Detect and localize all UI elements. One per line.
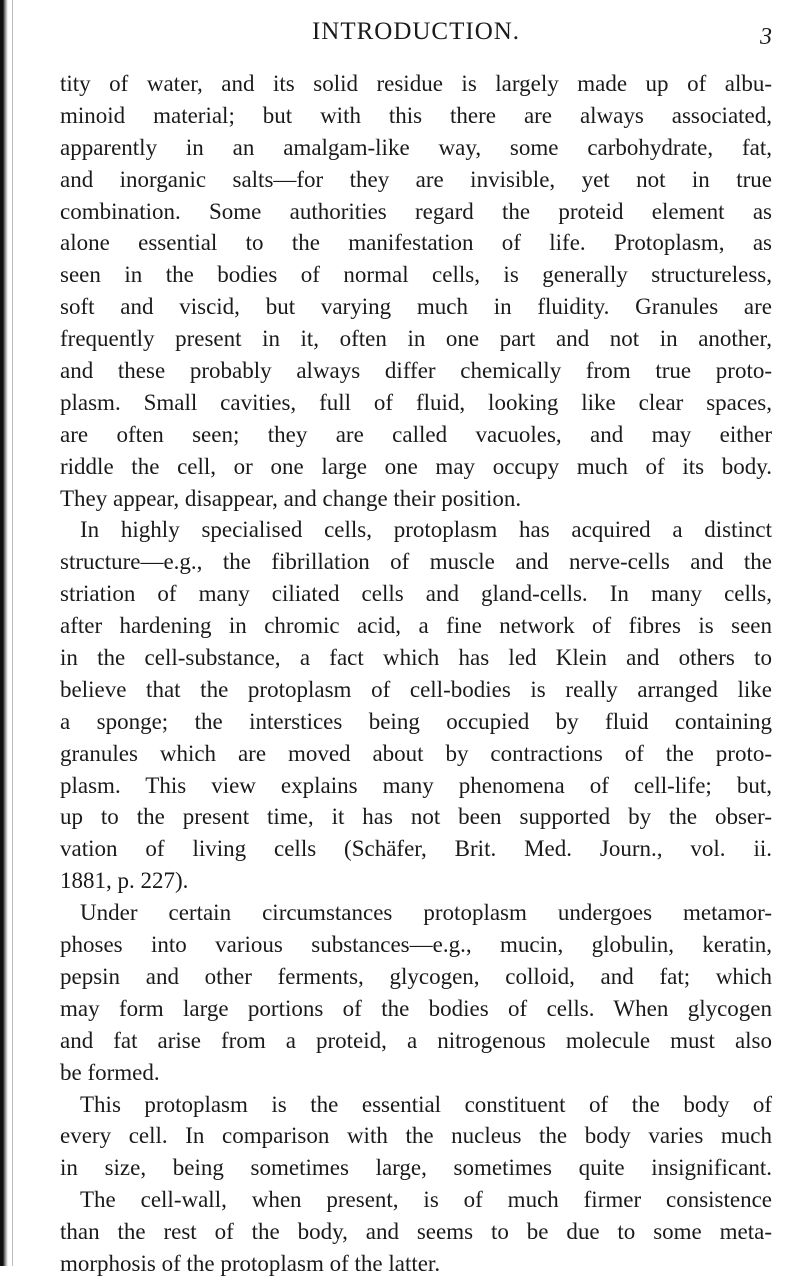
text-line: apparently in an amalgam-like way, some carbohydrate, fat, — [60, 134, 772, 160]
text-line: Under certain circumstances protoplasm undergoes metamor- — [80, 900, 772, 926]
text-line: in the cell-substance, a fact which has led Klein and others to — [60, 645, 772, 671]
text-line: are often seen; they are called vacuoles, and may either — [60, 421, 772, 447]
text-line: and inorganic salts—for they are invisible, yet not in true — [60, 166, 772, 192]
book-binding-edge — [0, 0, 8, 1266]
binding-shadow-line — [12, 0, 13, 1266]
text-line: a sponge; the interstices being occupied by fluid containing — [60, 708, 772, 734]
page-header — [60, 18, 772, 52]
text-line: tity of water, and its solid residue is largely made up of albu- — [60, 71, 772, 96]
text-line: in size, being sometimes large, sometimes quite insignificant. — [60, 1155, 772, 1181]
text-line: minoid material; but with this there are always associated, — [60, 102, 772, 128]
text-line: combination. Some authorities regard the proteid element as — [60, 198, 772, 224]
text-line: granules which are moved about by contractions of the proto- — [60, 740, 772, 766]
text-line: plasm. This view explains many phenomena of cell-life; but, — [60, 772, 772, 798]
text-line: structure—e.g., the fibrillation of muscle and nerve-cells and the — [60, 549, 772, 575]
text-line: In highly specialised cells, protoplasm has acquired a distinct — [80, 517, 772, 543]
text-line: alone essential to the manifestation of life. Protoplasm, as — [60, 230, 772, 256]
text-line: and these probably always differ chemically from true proto- — [60, 358, 772, 384]
text-line: phoses into various substances—e.g., mucin, globulin, keratin, — [60, 932, 772, 958]
text-line: be formed. — [60, 1059, 160, 1085]
text-line: riddle the cell, or one large one may occupy much of its body. — [60, 453, 772, 479]
text-line: up to the present time, it has not been supported by the obser- — [60, 804, 772, 830]
text-line: The cell-wall, when present, is of much firmer consistence — [80, 1187, 772, 1213]
text-line: may form large portions of the bodies of cells. When glycogen — [60, 995, 772, 1021]
text-line: every cell. In comparison with the nucleus the body varies much — [60, 1123, 772, 1149]
page-number: 3 — [760, 24, 772, 50]
text-line: pepsin and other ferments, glycogen, colloid, and fat; which — [60, 963, 772, 989]
running-head: INTRODUCTION. — [311, 18, 521, 45]
text-line: soft and viscid, but varying much in fluidity. Granules are — [60, 294, 772, 320]
text-line: believe that the protoplasm of cell-bodies is really arranged like — [60, 676, 772, 702]
text-line: after hardening in chromic acid, a fine network of fibres is seen — [60, 613, 772, 639]
text-line: than the rest of the body, and seems to be due to some meta- — [60, 1219, 772, 1245]
text-line: seen in the bodies of normal cells, is generally structureless, — [60, 262, 772, 288]
text-line: 1881, p. 227). — [60, 868, 189, 894]
text-line: vation of living cells (Schäfer, Brit. Med. Journ., vol. ii. — [60, 836, 772, 862]
text-line: and fat arise from a proteid, a nitrogenous molecule must also — [60, 1027, 772, 1053]
text-line: striation of many ciliated cells and gland-cells. In many cells, — [60, 581, 772, 607]
text-line: This protoplasm is the essential constituent of the body of — [80, 1091, 772, 1117]
text-line: They appear, disappear, and change their position. — [60, 485, 522, 511]
text-line: morphosis of the protoplasm of the latter. — [60, 1250, 441, 1276]
text-line: frequently present in it, often in one part and not in another, — [60, 326, 772, 352]
body-text — [60, 68, 772, 1280]
text-line: plasm. Small cavities, full of fluid, looking like clear spaces, — [60, 389, 772, 415]
